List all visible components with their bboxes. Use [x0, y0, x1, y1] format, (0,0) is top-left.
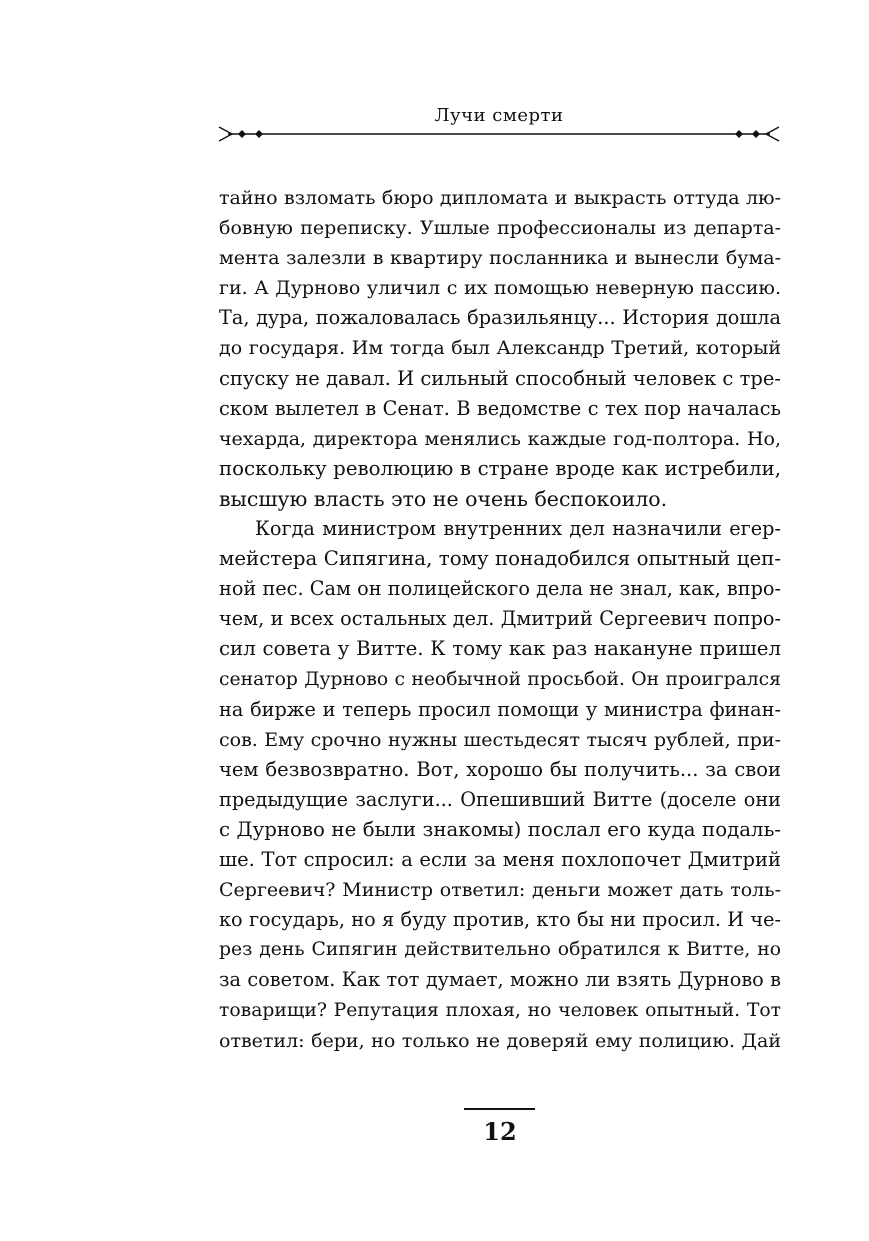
text-line: до государя. Им тогда был Александр Третий, который — [219, 337, 781, 360]
text-line: сил совета у Витте. К тому как раз накануне пришел — [219, 637, 781, 661]
text-line: мента залезли в квартиру посланника и вынесли бума- — [219, 247, 781, 270]
text-line: Когда министром внутренних дел назначили егер- — [255, 517, 781, 541]
text-line: ше. Тот спросил: а если за меня похлопочет Дмитрий — [219, 848, 781, 872]
text-line: товарищи? Репутация плохая, но человек опытный. Тот — [219, 999, 781, 1021]
text-line: Сергеевич? Министр ответил: деньги может дать толь- — [219, 879, 781, 902]
text-line: бовную переписку. Ушлые профессионалы из департа- — [219, 217, 781, 240]
page-number: 12 — [483, 1117, 517, 1146]
text-line: ги. А Дурново уличил с их помощью неверную пассию. — [219, 277, 781, 300]
text-line: чем безвозвратно. Вот, хорошо бы получить... за свои — [219, 757, 781, 781]
text-line: поскольку революцию в стране вроде как истребили, — [219, 456, 781, 480]
text-line: чем, и всех остальных дел. Дмитрий Сергеевич попро- — [219, 607, 781, 631]
text-line: тайно взломать бюро дипломата и выкрасть оттуда лю- — [219, 187, 781, 209]
text-line: ответил: бери, но только не доверяй ему полицию. Дай — [219, 1029, 781, 1052]
text-line: высшую власть это не очень беспокоило. — [219, 486, 668, 511]
text-line: сов. Ему срочно нужны шестьдесят тысяч рублей, при- — [219, 728, 781, 751]
text-line: мейстера Сипягина, тому понадобился опытный цеп- — [219, 547, 781, 571]
text-line: чехарда, директора менялись каждые год-полтора. Но, — [219, 427, 781, 450]
text-line: ной пес. Сам он полицейского дела не знал, как, впро- — [219, 577, 781, 601]
text-line: ском вылетел в Сенат. В ведомстве с тех пор началась — [219, 396, 781, 420]
page-number-rule — [464, 1108, 535, 1110]
text-line: рез день Сипягин действительно обратился к Витте, но — [219, 939, 781, 961]
header-ornamental-rule — [218, 124, 780, 144]
paragraph-2 — [219, 514, 781, 1056]
text-line: за советом. Как тот думает, можно ли взять Дурново в — [219, 968, 781, 992]
text-line: на бирже и теперь просил помощи у министра финан- — [219, 697, 781, 721]
text-line: ко государь, но я буду против, кто бы ни просил. И че- — [219, 908, 781, 932]
text-line: с Дурново не были знакомы) послал его куда подаль- — [219, 817, 781, 841]
text-line: предыдущие заслуги... Опешивший Витте (доселе они — [219, 787, 781, 811]
text-line: спуску не давал. И сильный способный человек с тре- — [219, 366, 781, 390]
running-head: Лучи смерти — [434, 105, 564, 126]
paragraph-1 — [219, 183, 781, 514]
text-line: сенатор Дурново с необычной просьбой. Он проигрался — [219, 668, 781, 690]
body-text — [219, 183, 781, 1056]
text-line: Та, дура, пожаловалась бразильянцу... История дошла — [219, 306, 781, 330]
